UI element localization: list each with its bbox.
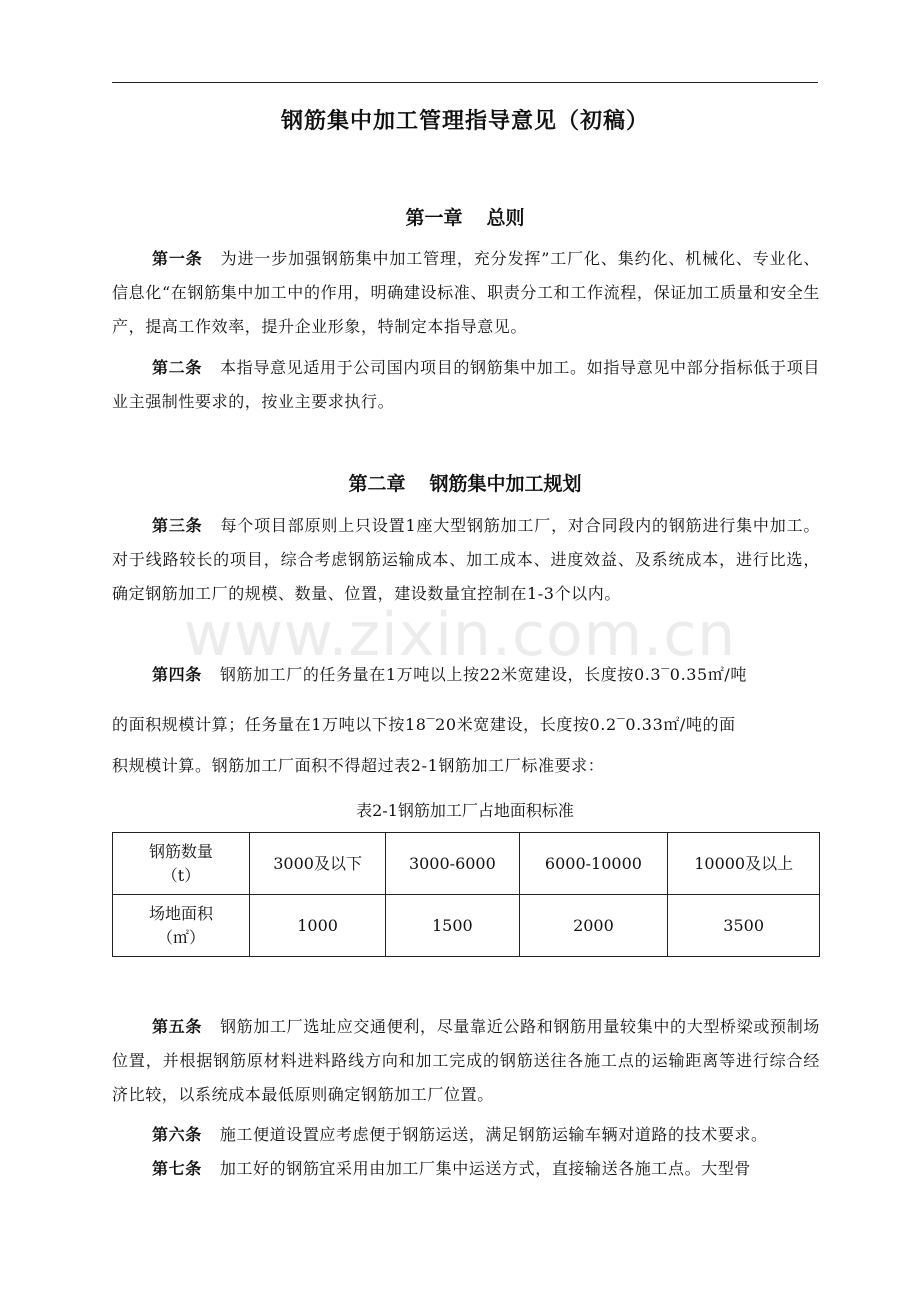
article-3-text: 每个项目部原则上只设置1座大型钢筋加工厂，对合同段内的钢筋进行集中加工。对于线路较长的项目，综合考虑钢筋运输成本、加工成本、进度效益、及系统成本，进行比选，确定钢筋加工厂的规模、数量、位置，建设数量宜控制在1-3个以内。: [112, 516, 820, 603]
table-caption: 表2-1钢筋加工厂占地面积标准: [356, 801, 574, 820]
article-4-label: 第四条: [152, 665, 202, 684]
table-cell: 10000及以上: [668, 833, 820, 895]
article-5-label: 第五条: [152, 1017, 203, 1036]
table-cell: 3000-6000: [386, 833, 519, 895]
table-cell: 1500: [386, 895, 519, 957]
article-7-text: 加工好的钢筋宜采用由加工厂集中运送方式，直接输送各施工点。大型骨: [219, 1159, 752, 1178]
article-4-line-3: 积规模计算。钢筋加工厂面积不得超过表2-1钢筋加工厂标准要求：: [112, 756, 605, 775]
table-row: [113, 895, 820, 957]
table-cell: 2000: [519, 895, 668, 957]
article-2-text: 本指导意见适用于公司国内项目的钢筋集中加工。如指导意见中部分指标低于项目业主强制性要求的，按业主要求执行。: [112, 358, 820, 411]
article-4-text-1: 钢筋加工厂的任务量在1万吨以上按22米宽建设，长度按0.3‾0.35㎡/吨: [219, 665, 748, 684]
chapter-2-heading: [112, 469, 818, 496]
header-rule: [112, 82, 818, 83]
article-3: [112, 509, 820, 611]
article-2: [112, 351, 820, 419]
watermark: www.zixin.com.cn: [183, 600, 737, 670]
document-title: 钢筋集中加工管理指导意见（初稿）: [280, 109, 649, 134]
article-5-text: 钢筋加工厂选址应交通便利，尽量靠近公路和钢筋用量较集中的大型桥梁或预制场位置，并根据钢筋原材料进料路线方向和加工完成的钢筋送往各施工点的运输距离等进行综合经济比较，以系统成本最低原则确定钢筋加工厂位置。: [112, 1017, 820, 1104]
article-1-label: 第一条: [152, 249, 203, 268]
chapter-1-number: 第一章: [405, 207, 463, 229]
table-cell: 3000及以下: [250, 833, 386, 895]
table-cell: 1000: [250, 895, 386, 957]
chapter-2-number: 第二章: [348, 473, 406, 495]
article-2-label: 第二条: [152, 358, 203, 377]
article-3-label: 第三条: [152, 516, 203, 535]
table-row-header: 钢筋数量 （t）: [113, 833, 250, 895]
article-7: [112, 1152, 820, 1186]
chapter-1-name: 总则: [486, 207, 525, 229]
table-row-header: 场地面积 （㎡）: [113, 895, 250, 957]
article-5: [112, 1010, 820, 1112]
article-6: [112, 1118, 820, 1152]
article-1-text: 为进一步加强钢筋集中加工管理，充分发挥”工厂化、集约化、机械化、专业化、信息化“在钢筋集中加工中的作用，明确建设标准、职责分工和工作流程，保证加工质量和安全生产，提高工作效率，提升企业形象，特制定本指导意见。: [112, 249, 820, 336]
table-cell: 6000-10000: [519, 833, 668, 895]
article-7-label: 第七条: [152, 1159, 202, 1178]
site-area-table: [112, 832, 820, 957]
article-6-label: 第六条: [152, 1125, 202, 1144]
table-row: [113, 833, 820, 895]
chapter-2-name: 钢筋集中加工规划: [429, 473, 582, 495]
article-4-line-2: 的面积规模计算；任务量在1万吨以下按18‾20米宽建设，长度按0.2‾0.33㎡/吨的面: [112, 715, 736, 734]
chapter-1-heading: [112, 203, 818, 230]
table-cell: 3500: [668, 895, 820, 957]
article-1: [112, 242, 820, 344]
article-6-text: 施工便道设置应考虑便于钢筋运送，满足钢筋运输车辆对道路的技术要求。: [219, 1125, 768, 1144]
